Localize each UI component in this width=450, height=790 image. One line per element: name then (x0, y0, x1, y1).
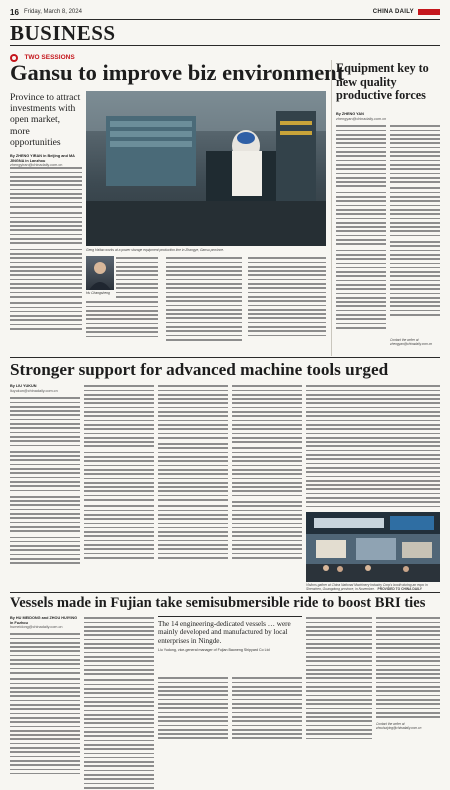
story3-photo-caption (306, 583, 440, 591)
two-sessions-badge (10, 49, 75, 62)
section-title: BUSINESS (10, 21, 116, 45)
portrait (86, 256, 114, 290)
story2-byline (336, 112, 440, 121)
story4-byline-text: By HU MEIDONG and ZHOU HUIYING in Fuzhou (10, 616, 78, 625)
expo-scene (306, 512, 440, 582)
story1-headline: Gansu to improve biz environment (10, 60, 345, 85)
story4-col2-text (84, 616, 154, 790)
story1-photo-caption: Geng Haitao works at a power storage equipment production line in Zhangye, Gansu province. (86, 248, 224, 252)
paper-url-box (418, 9, 440, 15)
story1-contact: zhengyiran@chinadaily.com.cn (10, 163, 63, 168)
story4-col1-text (10, 632, 80, 776)
story4-col3-text (158, 676, 228, 740)
column-divider (331, 60, 332, 356)
section-rule (10, 45, 440, 46)
story1-col3-text (166, 256, 242, 342)
story1-col2b-text (116, 256, 158, 299)
story4-pull-quote (158, 616, 302, 653)
story3-photo (306, 512, 440, 582)
story1-byline-text: By ZHENG YIRAN in Beijing and MA JINGNA in Lanzhou (10, 154, 75, 163)
story3-col1-text (10, 396, 80, 565)
story3-col3-text (158, 384, 228, 560)
story4-tagline: Contact the writer at zhouhuiying@chinadaily.com.cn (376, 722, 422, 730)
story2-byline-text: By ZHENG YAN (336, 112, 364, 116)
story3-contact: liuyukun@chinadaily.com.cn (10, 388, 58, 393)
page-number: 16 (10, 8, 19, 17)
story4-contact: humeidong@chinadaily.com.cn (10, 625, 63, 630)
badge-label: TWO SESSIONS (24, 54, 75, 62)
paper-name: CHINA DAILY (372, 9, 414, 15)
story3-col2-text (84, 384, 154, 560)
pull-quote-attribution: Liu Yudong, vice-general manager of Fujian Baoneng Shipyard Co Ltd (158, 648, 270, 653)
story4-col6-text (376, 616, 440, 719)
story2-col1-text (336, 124, 386, 330)
story1-col4-text (248, 256, 326, 338)
story4-byline (10, 616, 80, 630)
story3-col4-text (232, 384, 302, 560)
story3-headline: Stronger support for advanced machine tools urged (10, 360, 389, 379)
masthead-rule (10, 19, 440, 20)
story3-top-rule (10, 357, 440, 358)
story3-photo-credit: PROVIDED TO CHINA DAILY (377, 587, 422, 591)
story1-mug-caption: Hu Changsheng (86, 291, 110, 295)
story2-contact: zhengyan@chinadaily.com.cn (336, 116, 387, 121)
story1-deck: Province to attract investments with open market, more opportunities (10, 92, 81, 148)
story1-col2-text (86, 300, 158, 339)
story2-headline: Equipment key to new quality productive forces (336, 61, 429, 102)
story4-col4-text (232, 676, 302, 740)
story3-caption-text: Visitors gather at China National Machinery Industry Corp's booth during an expo in Shenzhen, Guangdong province, in November. (306, 583, 428, 591)
pull-quote-rule (158, 616, 302, 617)
factory-scene (86, 91, 326, 246)
story4-col5-text (306, 616, 372, 741)
story4-headline: Vessels made in Fujian take semisubmersible ride to boost BRI ties (10, 595, 426, 611)
masthead (10, 6, 440, 20)
story3-byline (10, 384, 80, 393)
story1-col1-text (10, 166, 82, 331)
issue-date: Friday, March 8, 2024 (24, 9, 82, 15)
story1-photo (86, 91, 326, 246)
story4-top-rule (10, 592, 440, 593)
story2-col2-text (390, 124, 440, 317)
story3-byline-text: By LIU YUKUN (10, 384, 37, 388)
story2-tagline: Contact the writer at zhengyan@chinadaily.com.cn (390, 338, 433, 346)
story3-col5-text (306, 384, 440, 509)
pull-quote-text: The 14 engineering-dedicated vessels … were mainly developed and manufactured by local enterprises in Ningde. (158, 619, 291, 645)
story1-mug-photo (86, 256, 114, 290)
